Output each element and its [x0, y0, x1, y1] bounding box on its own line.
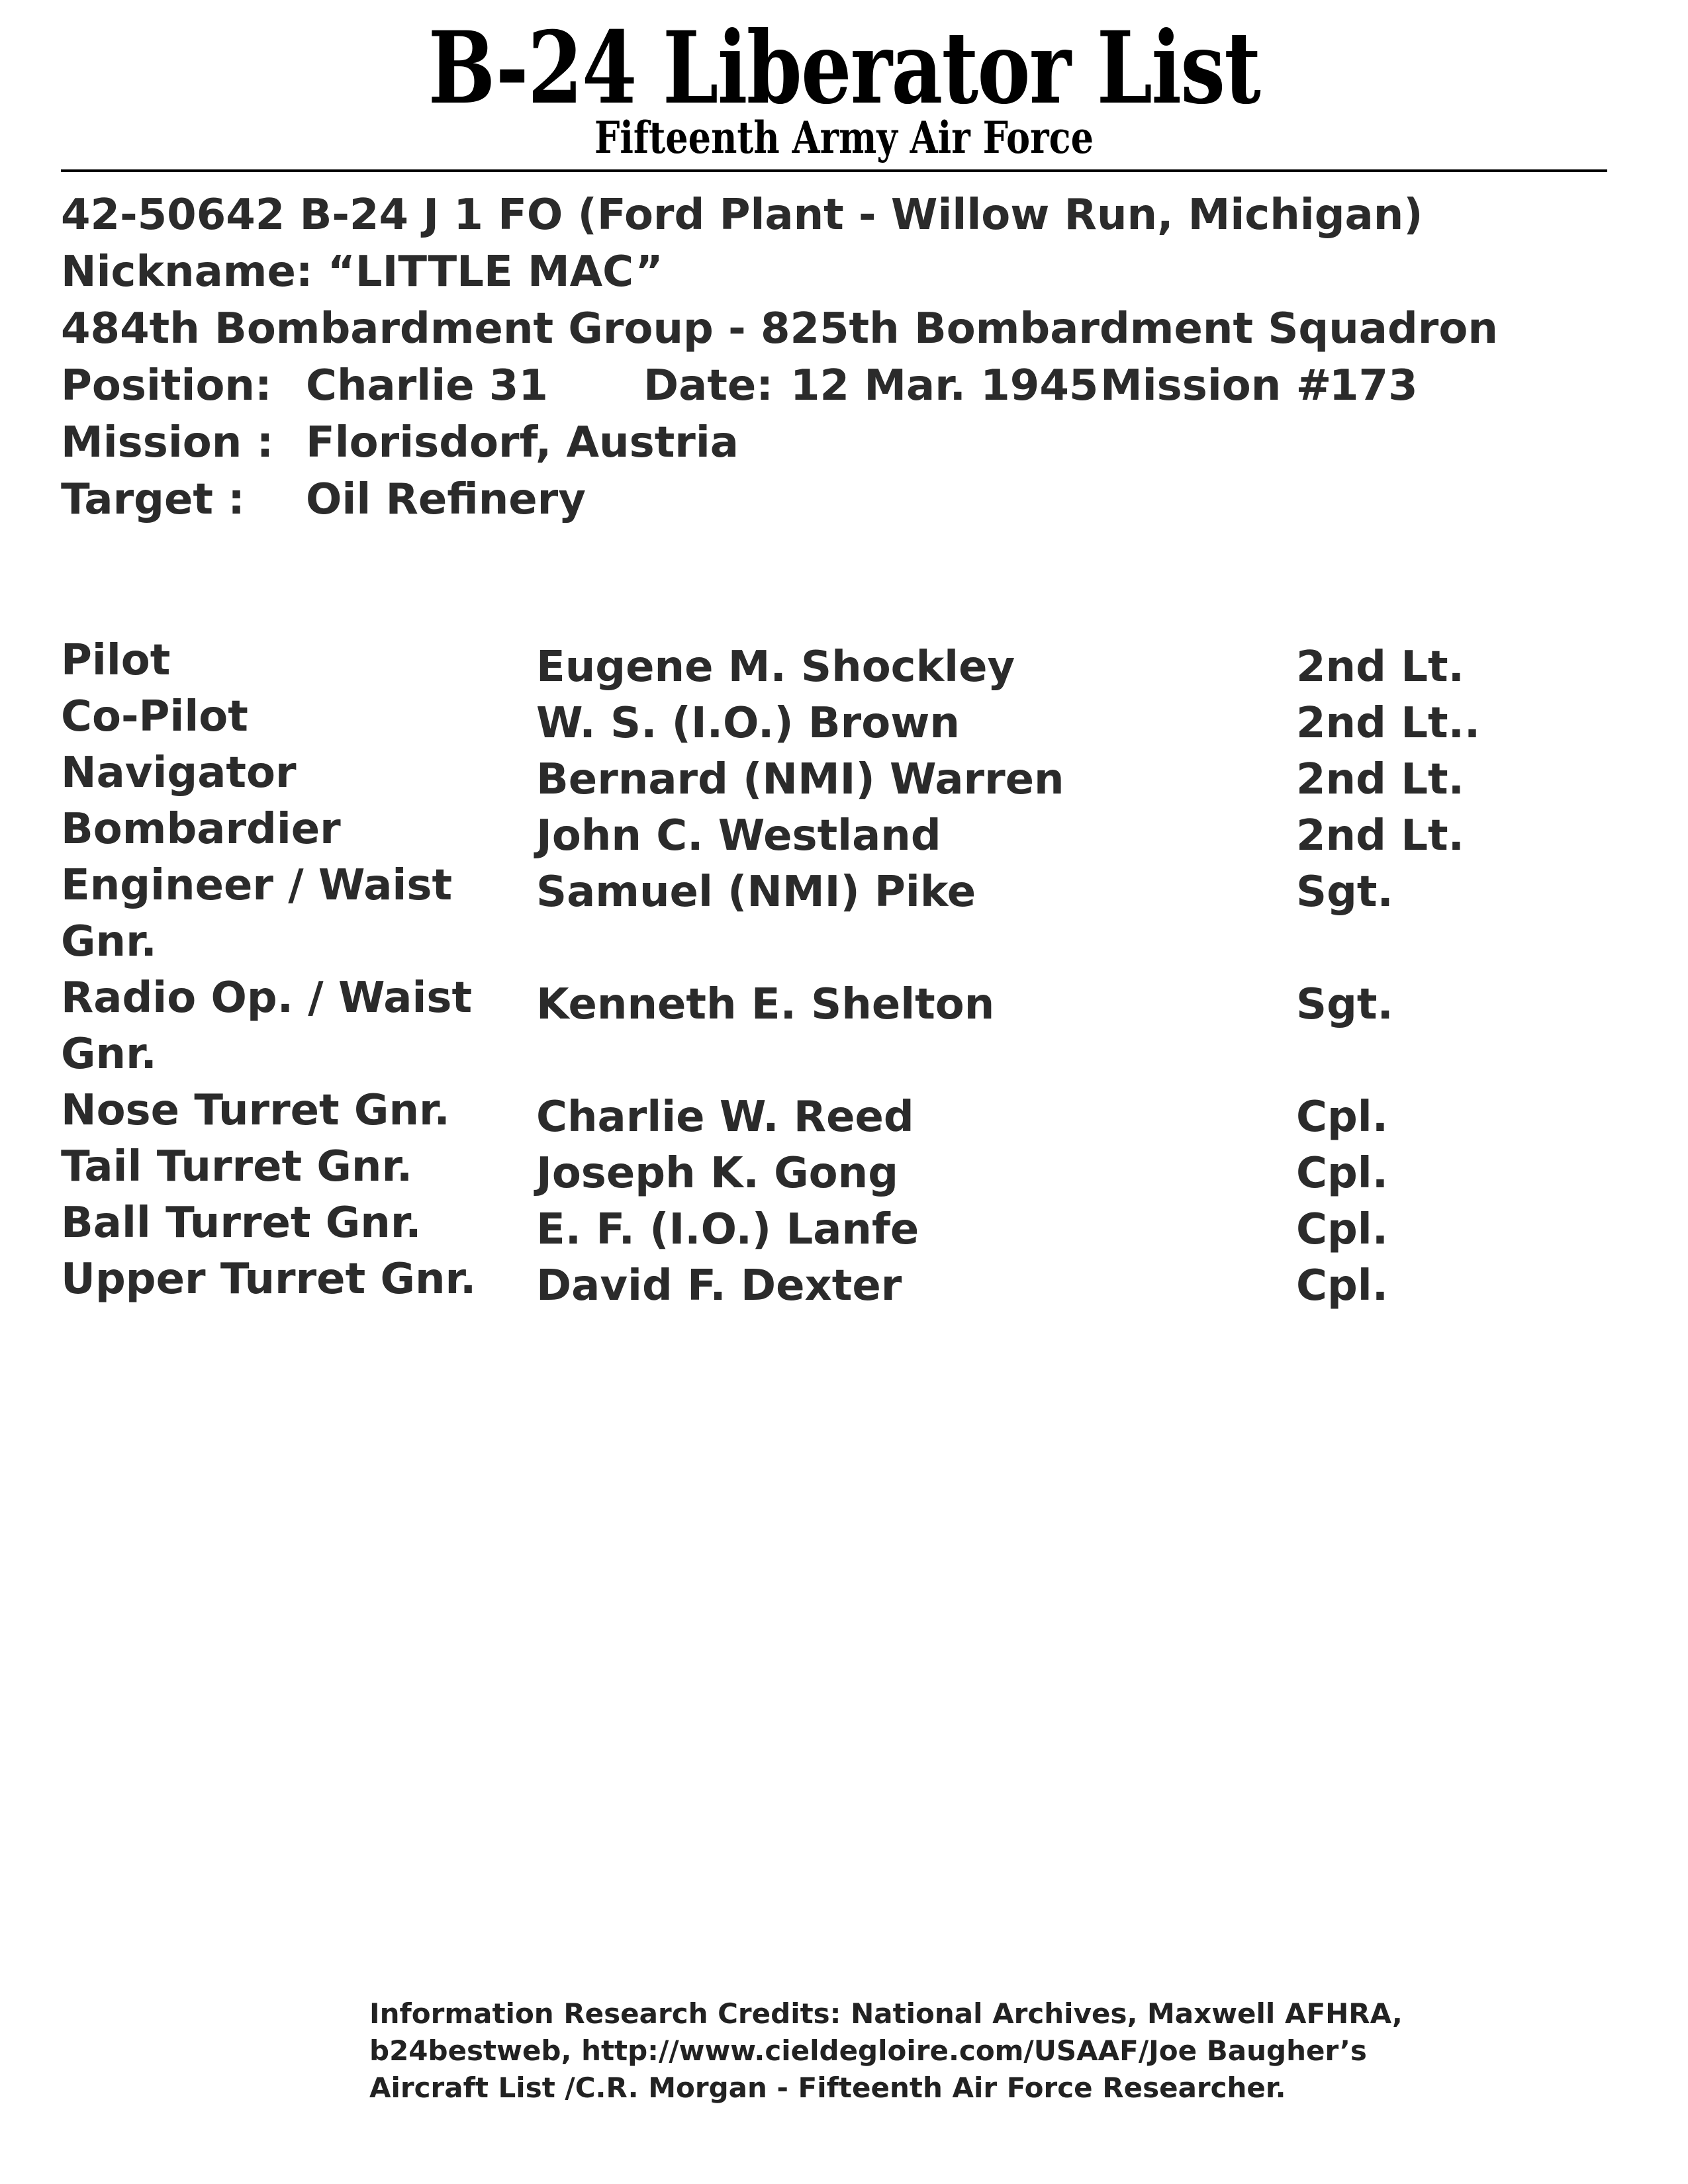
- crew-name: Kenneth E. Shelton: [536, 980, 995, 1029]
- mission-number-value: 173: [1329, 361, 1418, 410]
- crew-role: Navigator: [61, 749, 297, 797]
- mission-line: [61, 414, 1610, 471]
- crew-row: [61, 689, 1610, 748]
- credits-line: Aircraft List /C.R. Morgan - Fifteenth Air Force Researcher.: [369, 2071, 1286, 2104]
- crew-name: Bernard (NMI) Warren: [536, 755, 1064, 804]
- crew-rank: Cpl.: [1296, 1149, 1389, 1198]
- crew-role: Engineer / Waist Gnr.: [61, 861, 453, 966]
- crew-row: [61, 1195, 1610, 1254]
- crew-role: Nose Turret Gnr.: [61, 1086, 450, 1135]
- position-line: [61, 357, 1610, 414]
- crew-name: E. F. (I.O.) Lanfe: [536, 1205, 919, 1254]
- crew-role: Bombardier: [61, 805, 341, 854]
- crew-row: [61, 1083, 1610, 1142]
- crew-name: Samuel (NMI) Pike: [536, 868, 976, 917]
- group-text: 484th Bombardment Group - 825th Bombardment Squadron: [61, 304, 1498, 353]
- credits-line: b24bestweb, http://www.cieldegloire.com/USAAF/Joe Baugher’s: [369, 2034, 1367, 2067]
- aircraft-info: [61, 187, 1610, 528]
- research-credits: [369, 1995, 1495, 2107]
- serial-line: [61, 187, 1610, 244]
- crew-name: W. S. (I.O.) Brown: [536, 699, 960, 748]
- crew-row: [61, 801, 1610, 858]
- crew-list: [61, 633, 1610, 1308]
- crew-rank: 2nd Lt..: [1296, 699, 1481, 748]
- nickname-line: [61, 244, 1610, 300]
- mission-number-label: Mission #: [1100, 361, 1332, 410]
- crew-name: John C. Westland: [536, 811, 941, 860]
- crew-rank: 2nd Lt.: [1296, 755, 1464, 804]
- crew-row: [61, 970, 1610, 1083]
- target-value: Oil Refinery: [306, 475, 586, 524]
- credits-line: Information Research Credits: National Archives, Maxwell AFHRA,: [369, 1997, 1403, 2030]
- crew-role: Co-Pilot: [61, 692, 248, 741]
- page-subtitle: Fifteenth Army Air Force: [594, 112, 1094, 163]
- crew-role: Radio Op. / Waist Gnr.: [61, 974, 473, 1079]
- crew-name: Joseph K. Gong: [536, 1149, 898, 1198]
- crew-role: Upper Turret Gnr.: [61, 1255, 477, 1304]
- crew-name: Charlie W. Reed: [536, 1093, 914, 1142]
- crew-row: [61, 745, 1610, 804]
- crew-rank: 2nd Lt.: [1296, 643, 1464, 692]
- date-label: Date:: [643, 361, 773, 410]
- title-divider: [61, 169, 1607, 172]
- page-title: B-24 Liberator List: [428, 10, 1260, 126]
- mission-label: Mission :: [61, 418, 274, 467]
- date-value: 12 Mar. 1945: [790, 361, 1099, 410]
- crew-row: [61, 1139, 1610, 1198]
- target-label: Target :: [61, 475, 245, 524]
- crew-rank: Sgt.: [1296, 868, 1393, 917]
- crew-row: [61, 1251, 1610, 1308]
- crew-name: Eugene M. Shockley: [536, 643, 1015, 692]
- crew-role: Pilot: [61, 636, 171, 685]
- crew-rank: Sgt.: [1296, 980, 1393, 1029]
- crew-name: David F. Dexter: [536, 1261, 902, 1310]
- position-value: Charlie 31: [306, 361, 548, 410]
- crew-role: Ball Turret Gnr.: [61, 1199, 422, 1248]
- crew-rank: 2nd Lt.: [1296, 811, 1464, 860]
- crew-row: [61, 633, 1610, 692]
- target-line: [61, 471, 1610, 528]
- group-line: [61, 300, 1610, 357]
- crew-rank: Cpl.: [1296, 1093, 1389, 1142]
- crew-rank: Cpl.: [1296, 1261, 1389, 1310]
- crew-role: Tail Turret Gnr.: [61, 1142, 413, 1191]
- nickname-text: Nickname: “LITTLE MAC”: [61, 248, 663, 296]
- crew-rank: Cpl.: [1296, 1205, 1389, 1254]
- serial-text: 42-50642 B-24 J 1 FO (Ford Plant - Willow Run, Michigan): [61, 191, 1423, 240]
- position-label: Position:: [61, 361, 272, 410]
- crew-row: [61, 858, 1610, 970]
- mission-value: Florisdorf, Austria: [306, 418, 739, 467]
